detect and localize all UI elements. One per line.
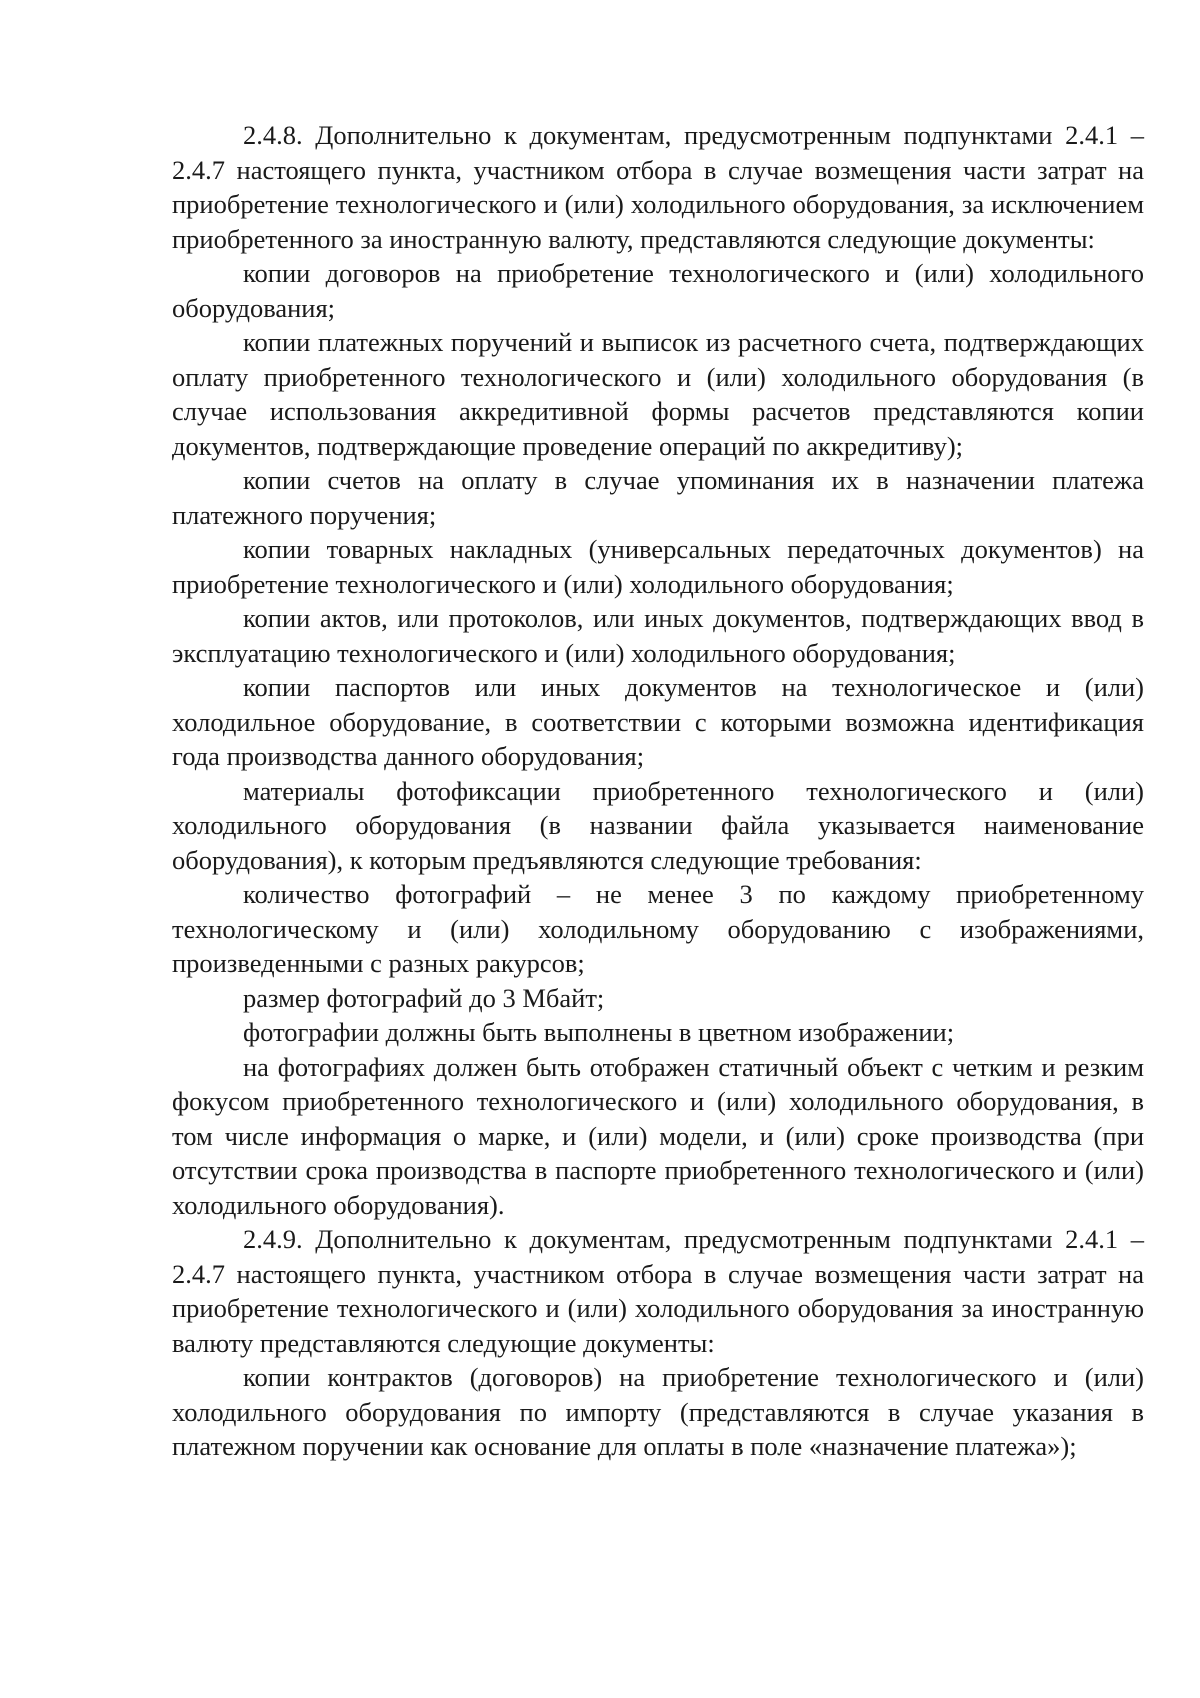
paragraph-photo-color: фотографии должны быть выполнены в цветном изображении; (243, 1017, 955, 1047)
paragraph-photo-count: количество фотографий – не менее 3 по каждому приобретенному технологическому и (или) холодильному оборудованию с изображениями, произведенными с разных ракурсов; (172, 879, 1144, 978)
paragraph-payment-orders: копии платежных поручений и выписок из расчетного счета, подтверждающих оплату приобретенного технологического и (или) холодильного оборудования (в случае использования аккредитивной формы расчетов представляются копии документов, подтверждающие проведение операций по аккредитиву); (172, 327, 1144, 461)
paragraph-passports: копии паспортов или иных документов на технологическое и (или) холодильное оборудование, в соответствии с которыми возможна идентификация года производства данного оборудования; (172, 672, 1144, 771)
paragraph-commissioning-acts: копии актов, или протоколов, или иных документов, подтверждающих ввод в эксплуатацию технологического и (или) холодильного оборудования; (172, 603, 1144, 668)
paragraph-2-4-9: 2.4.9. Дополнительно к документам, предусмотренным подпунктами 2.4.1 – 2.4.7 настоящего пункта, участником отбора в случае возмещения части затрат на приобретение технологического и (или) холодильного оборудования за иностранную валюту представляются следующие документы: (172, 1224, 1144, 1358)
paragraph-contract-copies: копии договоров на приобретение технологического и (или) холодильного оборудования; (172, 258, 1144, 323)
paragraph-2-4-8: 2.4.8. Дополнительно к документам, предусмотренным подпунктами 2.4.1 – 2.4.7 настоящего пункта, участником отбора в случае возмещения части затрат на приобретение технологического и (или) холодильного оборудования, за исключением приобретенного за иностранную валюту, представляются следующие документы: (172, 120, 1144, 254)
paragraph-import-contracts: копии контрактов (договоров) на приобретение технологического и (или) холодильного оборудования по импорту (представляются в случае указания в платежном поручении как основание для оплаты в поле «назначение платежа»); (172, 1362, 1144, 1461)
paragraph-waybills: копии товарных накладных (универсальных передаточных документов) на приобретение технологического и (или) холодильного оборудования; (172, 534, 1144, 599)
document-page (172, 118, 1144, 1464)
paragraph-photo-content: на фотографиях должен быть отображен статичный объект с четким и резким фокусом приобретенного технологического и (или) холодильного оборудования, в том числе информация о марке, и (или) модели, и (или) сроке производства (при отсутствии срока производства в паспорте приобретенного технологического и (или) холодильного оборудования). (172, 1051, 1144, 1220)
paragraph-invoices: копии счетов на оплату в случае упоминания их в назначении платежа платежного поручения; (172, 465, 1144, 530)
paragraph-photo-size: размер фотографий до 3 Мбайт; (243, 982, 605, 1013)
paragraph-photo-materials: материалы фотофиксации приобретенного технологического и (или) холодильного оборудования (в названии файла указывается наименование оборудования), к которым предъявляются следующие требования: (172, 775, 1144, 875)
